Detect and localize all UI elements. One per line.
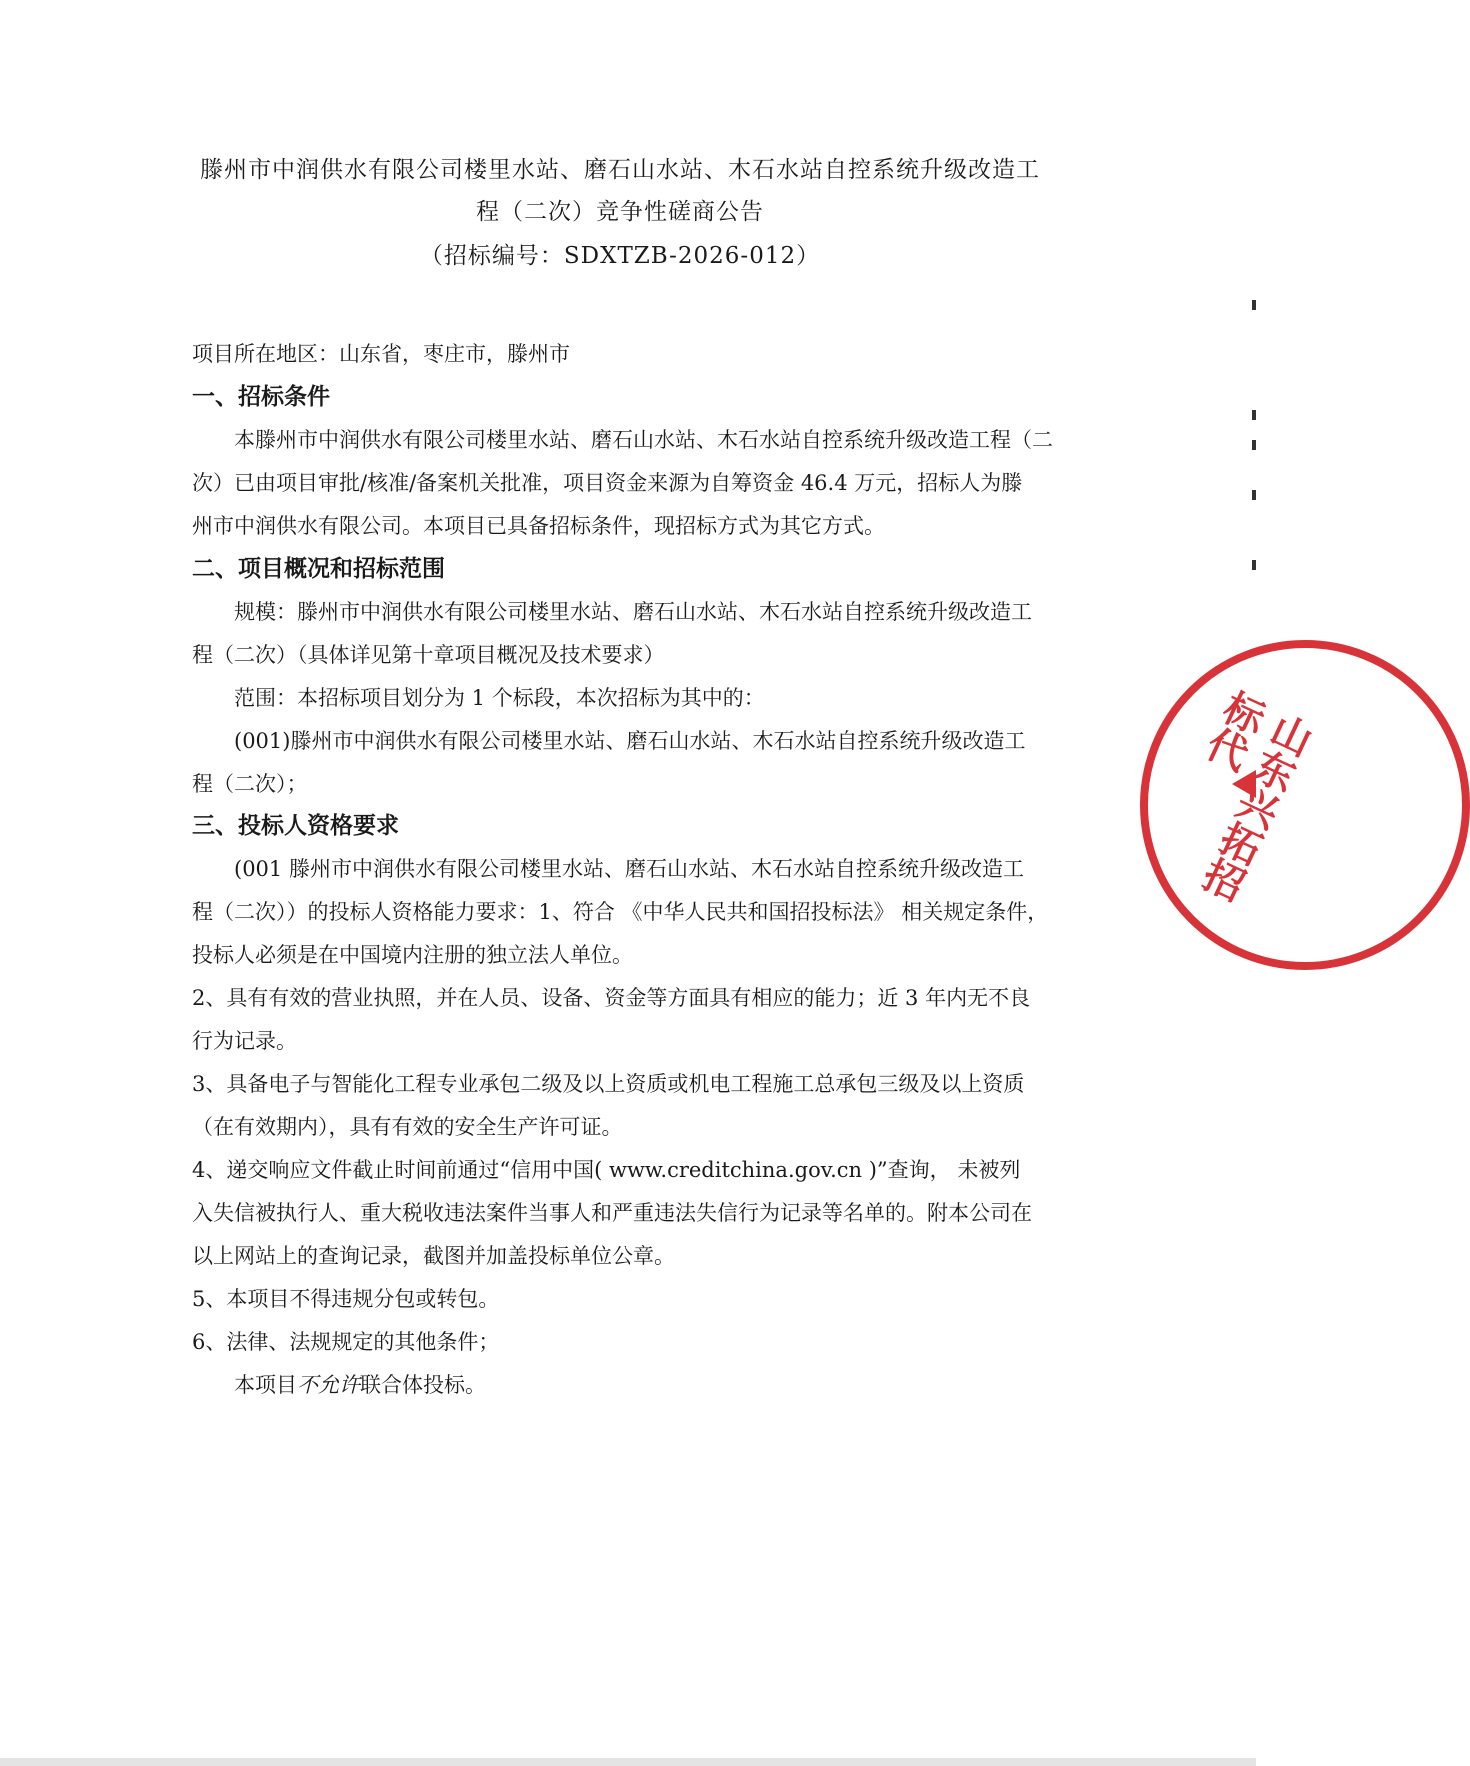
paragraph-line: 州市中润供水有限公司。本项目已具备招标条件，现招标方式为其它方式。 xyxy=(192,514,885,538)
seal-text: 山东兴拓招标代 xyxy=(1191,682,1320,907)
scan-edge-marks xyxy=(1250,300,1256,680)
paragraph-line: 5、本项目不得违规分包或转包。 xyxy=(192,1287,500,1311)
project-region: 项目所在地区：山东省，枣庄市，滕州市 xyxy=(192,342,570,366)
paragraph-line: 范围：本招标项目划分为 1 个标段，本次招标为其中的： xyxy=(234,686,765,710)
section-heading-project-overview: 二、项目概况和招标范围 xyxy=(192,556,445,582)
document-title-line1: 滕州市中润供水有限公司楼里水站、磨石山水站、木石水站自控系统升级改造工 xyxy=(200,157,1040,183)
paragraph-line: 2、具有有效的营业执照，并在人员、设备、资金等方面具有相应的能力；近 3 年内无不良 xyxy=(192,986,1031,1010)
consortium-prefix: 本项目 xyxy=(234,1373,297,1397)
document-title-line2: 程（二次）竞争性磋商公告 xyxy=(476,199,764,225)
tender-number: （招标编号：SDXTZB-2026-012） xyxy=(419,243,821,269)
consortium-statement xyxy=(234,1371,486,1399)
consortium-not-allowed: 不允许 xyxy=(297,1373,360,1397)
bottom-scan-bar xyxy=(0,1758,1256,1766)
paragraph-line: 次）已由项目审批/核准/备案机关批准，项目资金来源为自筹资金 46.4 万元，招标人为滕 xyxy=(192,471,1023,495)
consortium-suffix: 联合体投标。 xyxy=(360,1373,486,1397)
section-heading-tender-conditions: 一、招标条件 xyxy=(192,384,330,410)
paragraph-line: （在有效期内），具有有效的安全生产许可证。 xyxy=(192,1115,623,1139)
paragraph-line: 行为记录。 xyxy=(192,1029,297,1053)
paragraph-line: 入失信被执行人、重大税收违法案件当事人和严重违法失信行为记录等名单的。附本公司在 xyxy=(192,1201,1032,1225)
paragraph-line: 6、法律、法规规定的其他条件； xyxy=(192,1330,500,1354)
paragraph-line: 4、递交响应文件截止时间前通过“信用中国( www.creditchina.gov.cn )”查询， 未被列 xyxy=(192,1158,1021,1182)
seal-star-icon xyxy=(1232,770,1256,798)
paragraph-line: 本滕州市中润供水有限公司楼里水站、磨石山水站、木石水站自控系统升级改造工程（二 xyxy=(234,428,1053,452)
section-heading-bidder-qualifications: 三、投标人资格要求 xyxy=(192,813,399,839)
paragraph-line: 程（二次）； xyxy=(192,772,308,796)
paragraph-line: 程（二次））的投标人资格能力要求：1、符合 《中华人民共和国招投标法》 相关规定条件， xyxy=(192,900,1049,924)
paragraph-line: 程（二次）（具体详见第十章项目概况及技术要求） xyxy=(192,643,665,667)
paragraph-line: 投标人必须是在中国境内注册的独立法人单位。 xyxy=(192,943,633,967)
paragraph-line: 规模：滕州市中润供水有限公司楼里水站、磨石山水站、木石水站自控系统升级改造工 xyxy=(234,600,1032,624)
paragraph-line: (001)滕州市中润供水有限公司楼里水站、磨石山水站、木石水站自控系统升级改造工 xyxy=(234,729,1026,753)
paragraph-line: (001 滕州市中润供水有限公司楼里水站、磨石山水站、木石水站自控系统升级改造工 xyxy=(234,857,1024,881)
paragraph-line: 以上网站上的查询记录，截图并加盖投标单位公章。 xyxy=(192,1244,675,1268)
paragraph-line: 3、具备电子与智能化工程专业承包二级及以上资质或机电工程施工总承包三级及以上资质 xyxy=(192,1072,1025,1096)
